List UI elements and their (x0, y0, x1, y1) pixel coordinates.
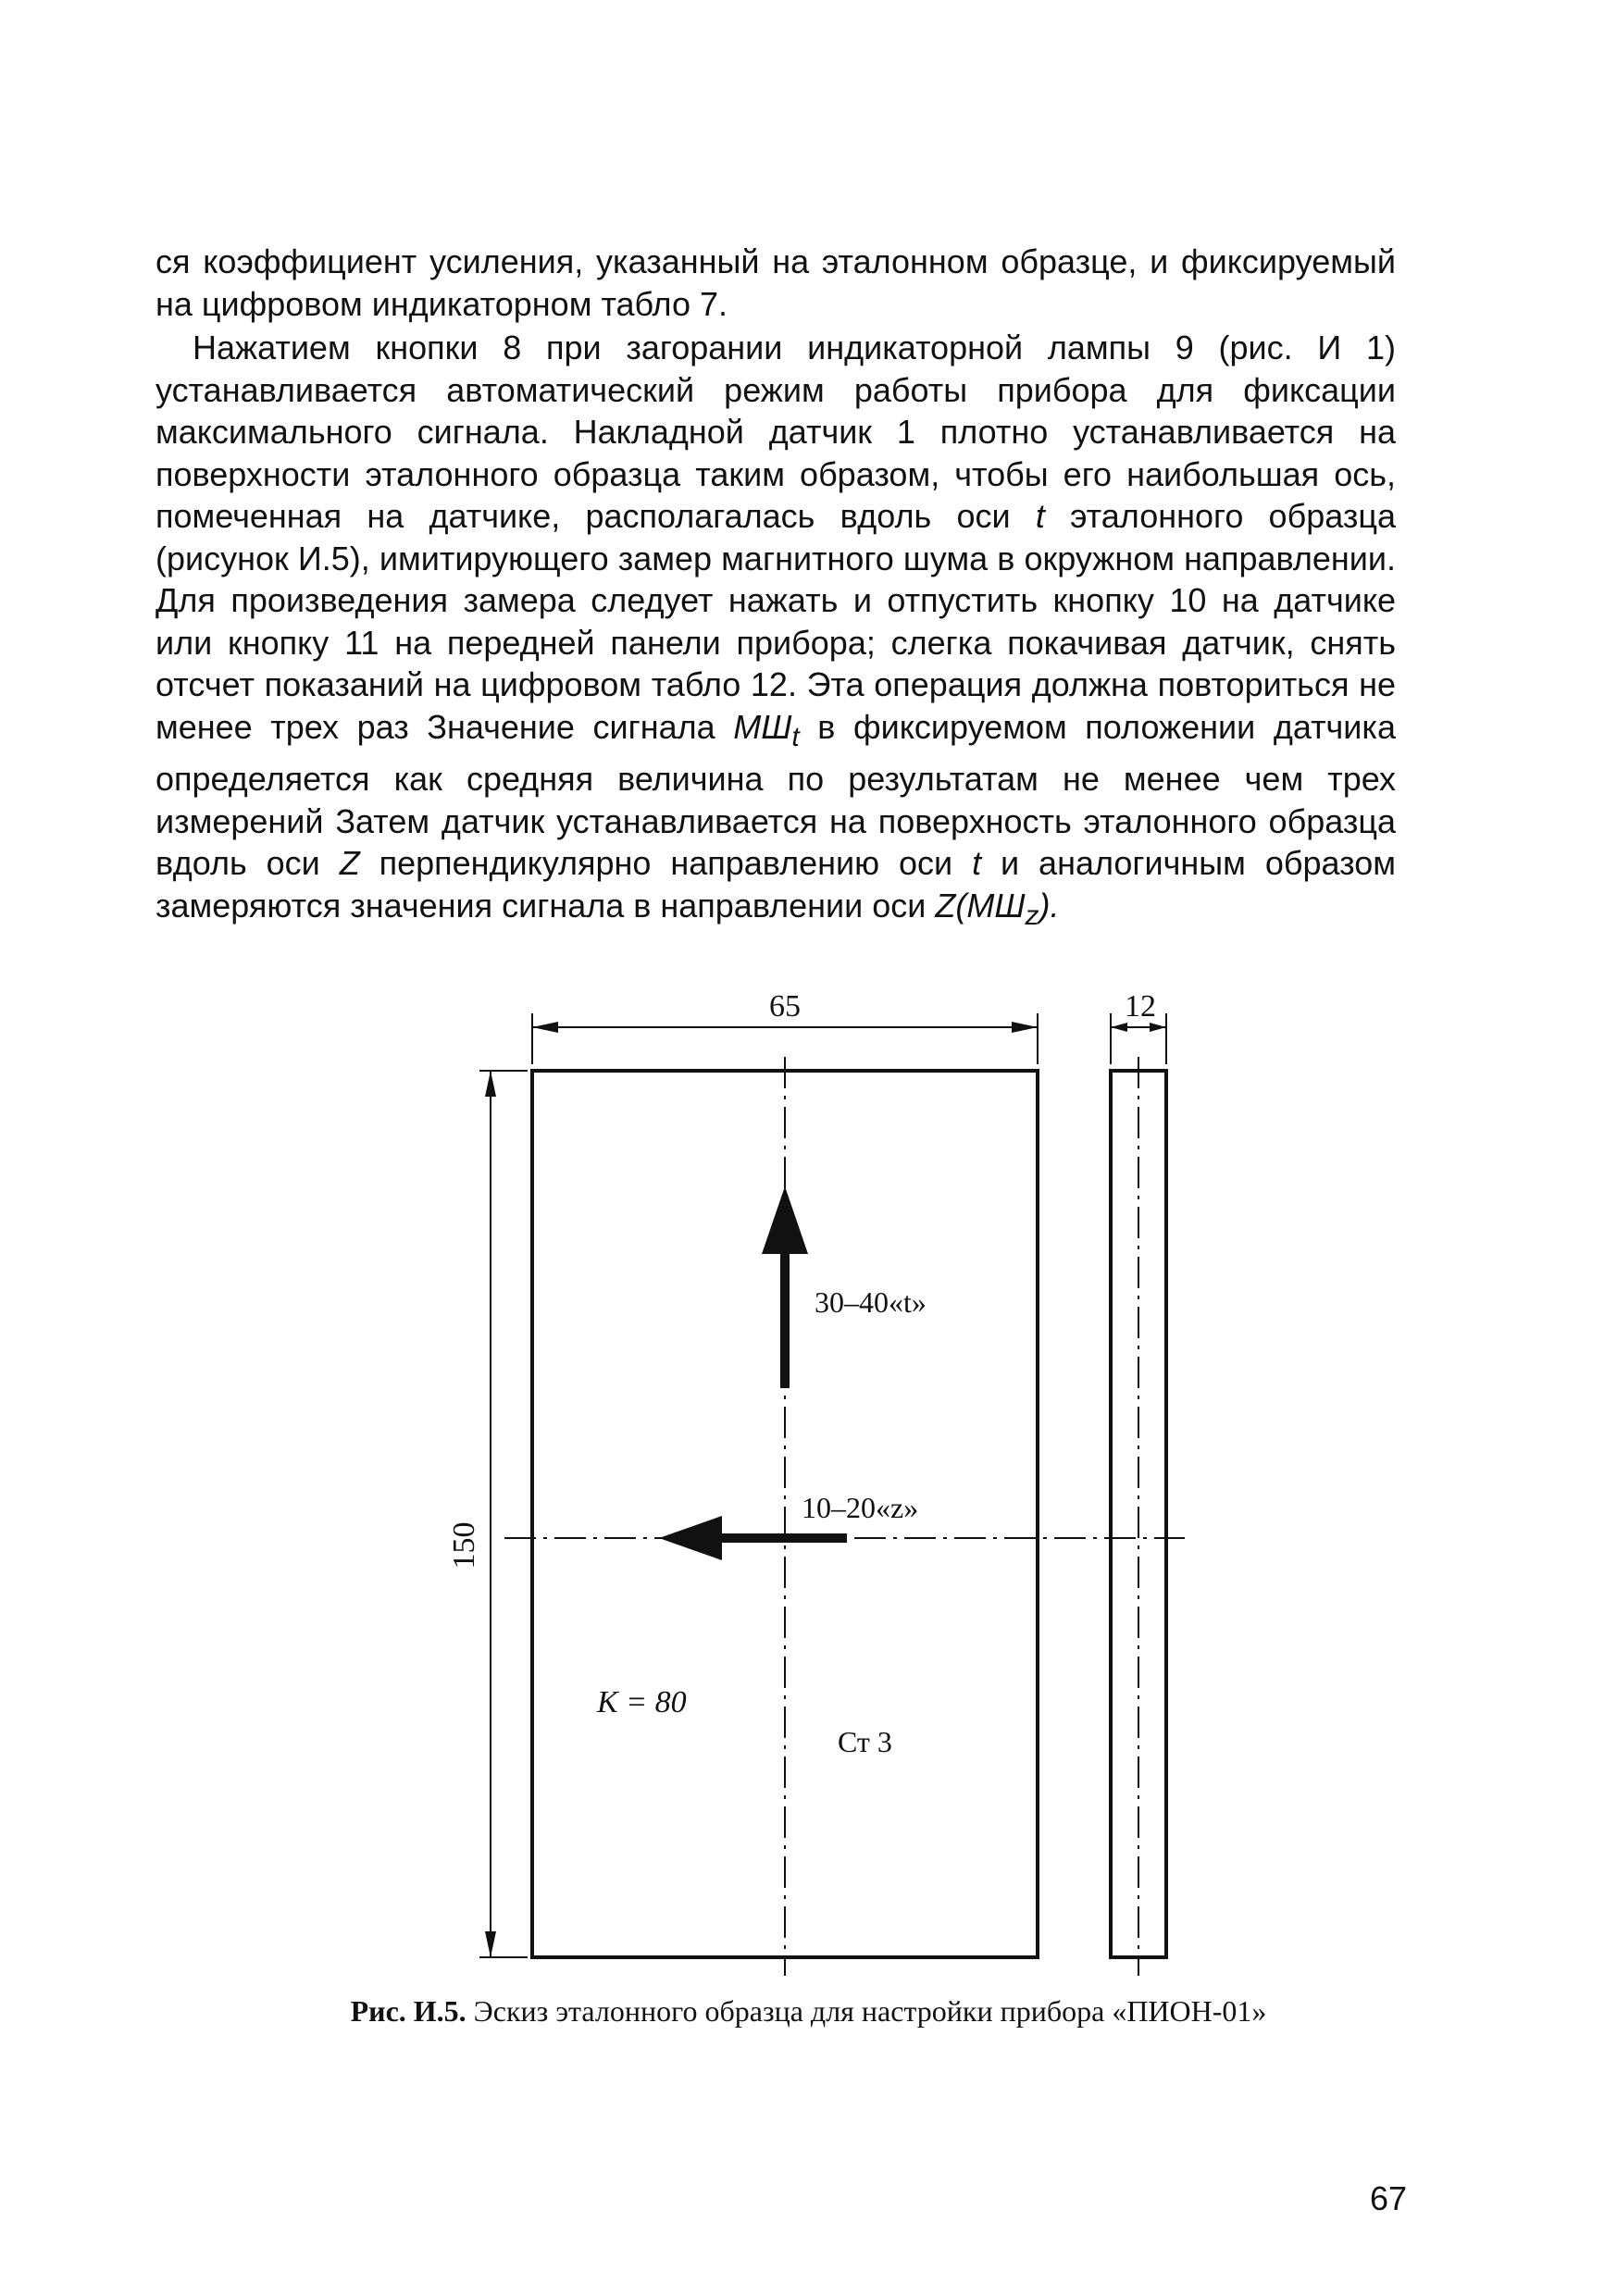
thickness-dimension-label: 12 (1125, 989, 1156, 1024)
axis-t-ref: t (1035, 497, 1045, 535)
width-arrowhead-right (1012, 1022, 1038, 1033)
k-label: K = 80 (597, 1685, 687, 1719)
page-number: 67 (1370, 2179, 1408, 2217)
thickness-arrowhead-right (1150, 1023, 1166, 1032)
signal-z-subscript: z (1025, 900, 1039, 931)
width-dimension-label: 65 (769, 989, 801, 1024)
signal-z-close: ). (1039, 886, 1060, 925)
caption-label: Рис. И.5. (350, 1994, 466, 2028)
figure-caption (0, 1994, 1617, 2029)
signal-z-ref (935, 886, 1060, 931)
paragraph-1 (155, 241, 1396, 325)
signal-t-symbol: МШ (733, 707, 792, 746)
signal-z-symbol: Z(МШ (935, 886, 1026, 925)
arrow-t-label: 30–40«t» (815, 1285, 927, 1319)
arrow-t-head (762, 1186, 808, 1254)
paragraph-2-text-4: перпендикулярно направлению оси (379, 844, 953, 883)
paragraph-2-text-5: и аналогичным образом замеряются значения сигнала в направлении оси (155, 844, 1396, 925)
paragraph-2 (155, 327, 1396, 937)
caption-text: Эскиз эталонного образца для настройки прибора «ПИОН-01» (473, 1994, 1267, 2028)
height-arrowhead-bottom (485, 1931, 496, 1957)
signal-t-subscript: t (791, 721, 800, 752)
thickness-arrowhead-left (1111, 1023, 1127, 1032)
arrow-z-head (659, 1516, 722, 1560)
width-arrowhead-left (532, 1022, 558, 1033)
height-arrowhead-top (485, 1071, 496, 1097)
paragraph-1-text: ся коэффициент усиления, указанный на эталонном образце, и фиксируемый на цифровом индикаторном табло 7. (155, 242, 1396, 323)
paragraph-2-text-2: эталонного образца (рисунок И.5), имитирующего замер магнитного шума в окружном направлении. Для произведения замера следует нажать и отпустить кнопку 10 на датчике или кнопку 11 на передней панели прибора; слегка покачивая датчик, снять отсчет показаний на цифровом табло 12. Эта операция должна повториться не менее трех раз Значение сигнала (155, 497, 1396, 746)
axis-t-ref-2: t (972, 844, 982, 883)
sample-sketch (0, 962, 1617, 1990)
height-dimension-label: 150 (447, 1521, 481, 1570)
signal-t-ref (733, 707, 800, 752)
body-text (155, 241, 1396, 937)
reference-sample-figure (0, 962, 1617, 1990)
paragraph-2-text-3: в фиксируемом положении датчика определяется как средняя величина по результатам не менее чем трех измерений Затем датчик устанавливается на поверхность эталонного образца вдоль оси (155, 707, 1396, 883)
material-label: Ст 3 (838, 1725, 892, 1758)
arrow-z-label: 10–20«z» (802, 1491, 919, 1524)
axis-z-ref: Z (339, 844, 360, 883)
paragraph-2-text-1: Нажатием кнопки 8 при загорании индикаторной лампы 9 (рис. И 1) устанавливается автоматический режим работы прибора для фиксации максимального сигнала. Накладной датчик 1 плотно устанавливается на поверхности эталонного образца таким образом, чтобы его наибольшая ось, помеченная на датчике, располагалась вдоль оси (155, 329, 1396, 535)
